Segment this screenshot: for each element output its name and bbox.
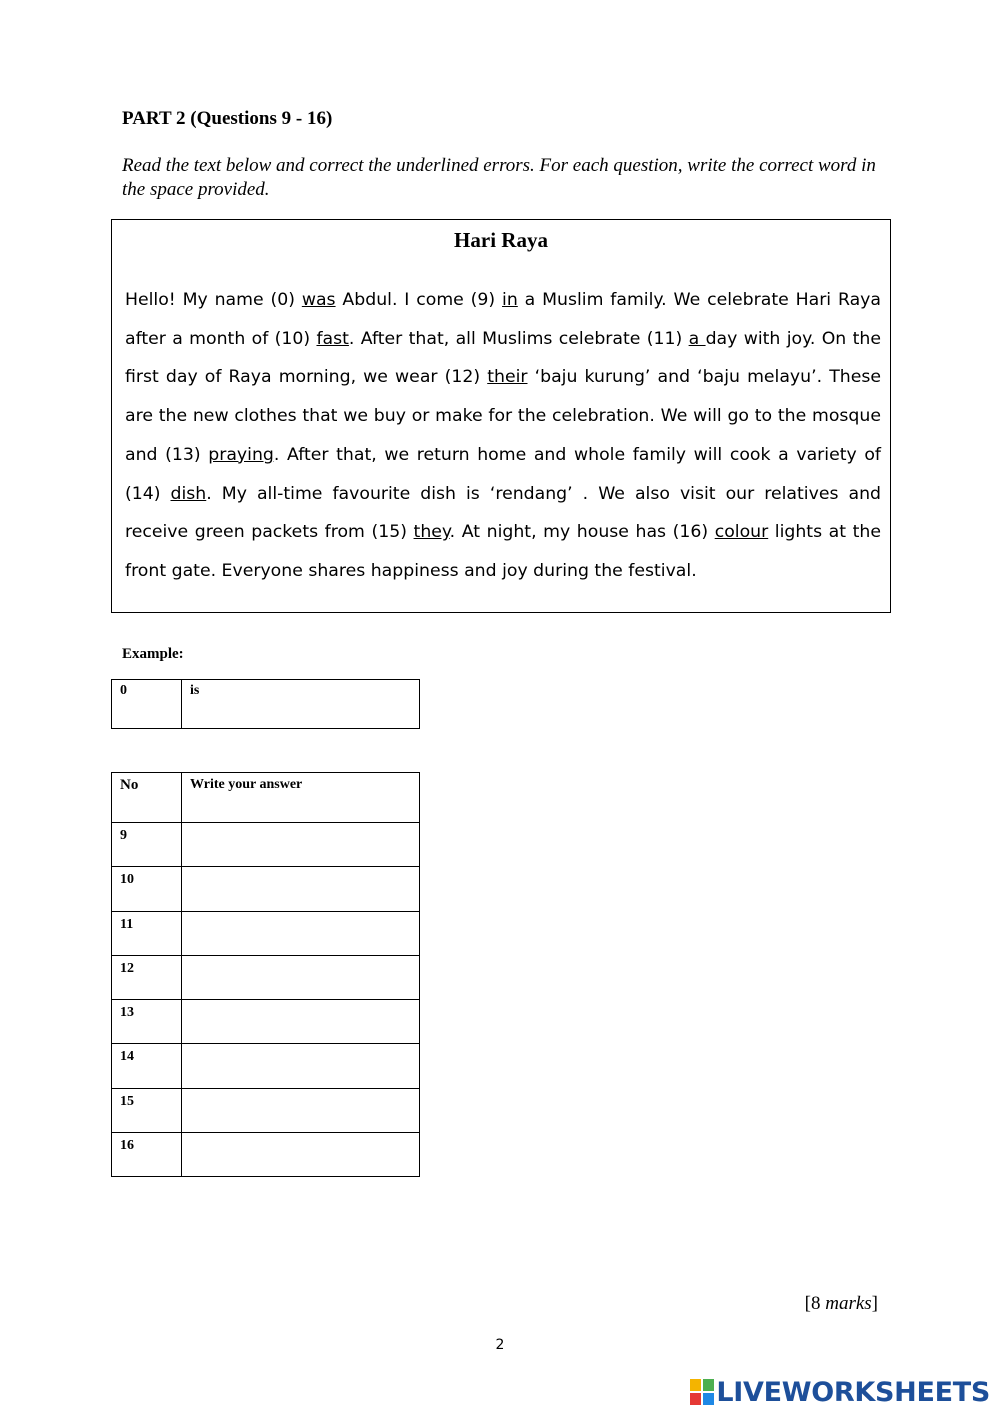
answer-cell[interactable]	[182, 911, 420, 955]
passage-segment: . After that, we return home and whole family will cook a variety of (14)	[125, 444, 881, 504]
underlined-error-word: they	[413, 522, 450, 543]
part-title: PART 2 (Questions 9 - 16)	[122, 108, 333, 129]
example-answer: is	[182, 680, 420, 729]
passage-segment: Hello! My name (0)	[125, 290, 302, 310]
answer-cell[interactable]	[182, 1000, 420, 1044]
passage-segment: ‘baju kurung’ and ‘baju melayu’. These are the new clothes that we buy or make for the celebration. We will go to the mosque and (13)	[125, 367, 881, 465]
column-header-no: No	[112, 773, 182, 823]
answer-row	[112, 911, 420, 955]
marks-label	[805, 1293, 878, 1315]
passage-segment: . My all-time favourite dish is ‘rendang’ . We also visit our relatives and receive green packets from (15)	[125, 483, 881, 543]
instructions: Read the text below and correct the underlined errors. For each question, write the correct word in the space provided.	[122, 155, 876, 200]
passage-segment: . After that, all Muslims celebrate (11)	[348, 328, 689, 349]
underlined-error-word: was	[301, 290, 336, 310]
passage-segment: a Muslim family. We celebrate Hari Raya after a month of (10)	[125, 290, 881, 349]
underlined-error-word: in	[502, 290, 518, 310]
question-number: 10	[112, 867, 182, 911]
underlined-error-word: praying	[208, 444, 274, 465]
underlined-error-word: fast	[316, 328, 349, 349]
answer-table-header	[112, 773, 420, 823]
question-number: 9	[112, 823, 182, 867]
page-number: 2	[495, 1337, 505, 1353]
answer-row	[112, 1000, 420, 1044]
answer-row	[112, 867, 420, 911]
example-number: 0	[112, 680, 182, 729]
logo-text: LIVEWORKSHEETS	[716, 1376, 990, 1408]
column-header-answer: Write your answer	[182, 773, 420, 823]
answer-cell[interactable]	[182, 867, 420, 911]
underlined-error-word: dish	[170, 483, 207, 504]
underlined-error-word: their	[487, 367, 528, 388]
answer-cell[interactable]	[182, 1088, 420, 1132]
answer-row	[112, 1133, 420, 1177]
answer-row	[112, 1088, 420, 1132]
question-number: 11	[112, 911, 182, 955]
liveworksheets-logo[interactable]	[690, 1374, 990, 1410]
passage-text	[125, 281, 881, 591]
question-number: 15	[112, 1088, 182, 1132]
passage-box	[111, 219, 891, 613]
marks-open: [8	[804, 1293, 826, 1314]
marks-word: marks	[825, 1293, 872, 1314]
passage-segment: . At night, my house has (16)	[449, 522, 715, 543]
question-number: 13	[112, 1000, 182, 1044]
answer-cell[interactable]	[182, 823, 420, 867]
answer-row	[112, 823, 420, 867]
passage-segment: day with joy. On the first day of Raya morning, we wear (12)	[125, 328, 881, 388]
marks-close: ]	[871, 1293, 878, 1314]
answer-cell[interactable]	[182, 955, 420, 999]
passage-segment: Abdul. I come (9)	[335, 290, 503, 310]
answer-row	[112, 955, 420, 999]
passage-segment: lights at the front gate. Everyone shares happiness and joy during the festival.	[125, 522, 881, 581]
question-number: 12	[112, 955, 182, 999]
passage-title: Hari Raya	[454, 228, 548, 252]
underlined-error-word: colour	[714, 522, 769, 543]
answer-cell[interactable]	[182, 1133, 420, 1177]
question-number: 16	[112, 1133, 182, 1177]
example-table	[111, 679, 420, 729]
answer-cell[interactable]	[182, 1044, 420, 1088]
answer-row	[112, 1044, 420, 1088]
answer-table	[111, 772, 420, 1177]
underlined-error-word: a	[688, 328, 706, 349]
liveworksheets-logo-icon	[690, 1379, 714, 1405]
example-label: Example:	[122, 646, 184, 662]
question-number: 14	[112, 1044, 182, 1088]
